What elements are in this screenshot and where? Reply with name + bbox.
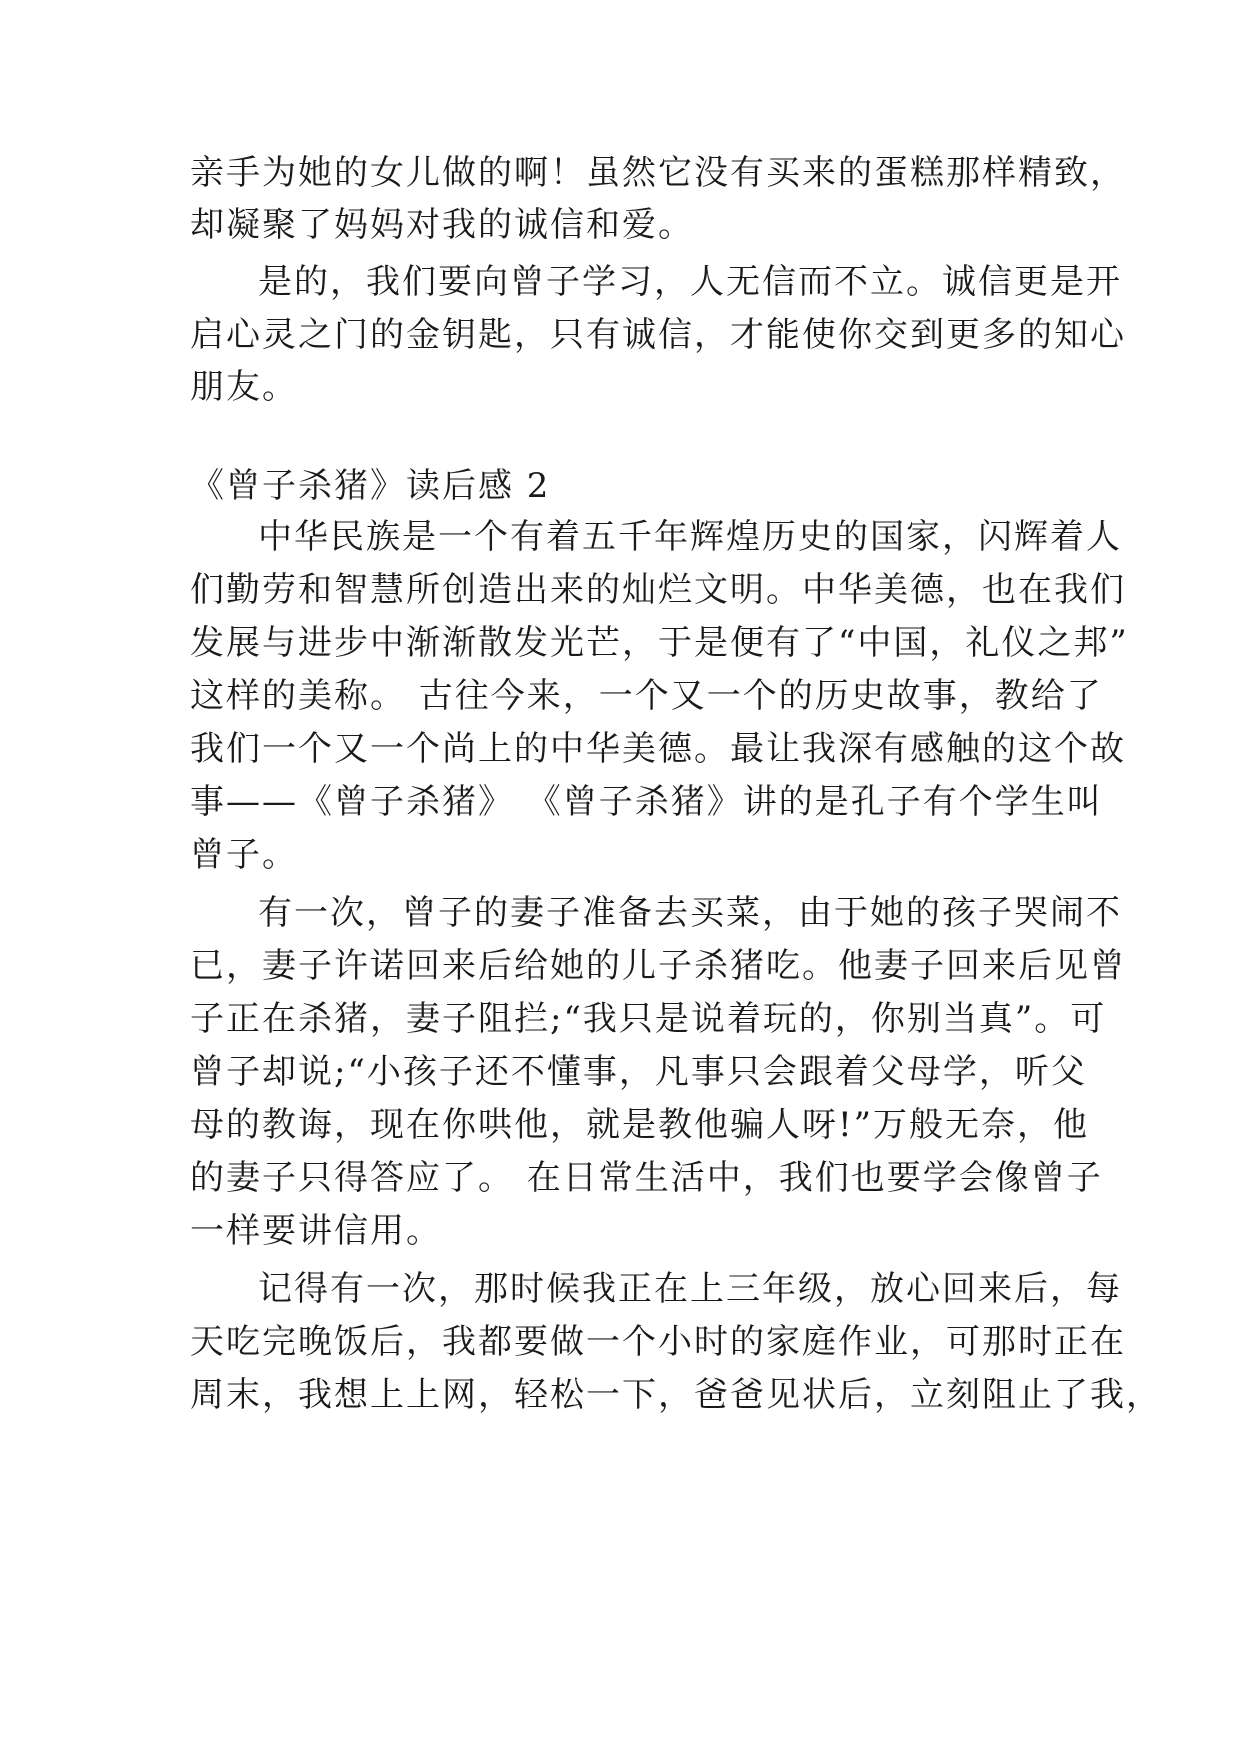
paragraph-4-line-5: 母的教诲，现在你哄他，就是教他骗人呀!”万般无奈，他 [190, 1105, 1090, 1145]
paragraph-5-line-2: 天吃完晚饭后，我都要做一个小时的家庭作业，可那时正在 [190, 1322, 1126, 1362]
paragraph-4-line-7: 一样要讲信用。 [190, 1211, 442, 1251]
paragraph-1-line-1: 亲手为她的女儿做的啊！虽然它没有买来的蛋糕那样精致， [190, 153, 1126, 193]
paragraph-5-line-1: 记得有一次，那时候我正在上三年级，放心回来后，每 [258, 1269, 1122, 1309]
section-title: 《曾子杀猪》读后感 2 [190, 466, 551, 506]
paragraph-3-line-6: 事——《曾子杀猪》 《曾子杀猪》讲的是孔子有个学生叫 [190, 782, 1103, 822]
paragraph-3-line-3: 发展与进步中渐渐散发光芒，于是便有了“中国，礼仪之邦” [190, 623, 1129, 663]
paragraph-2-line-1: 是的，我们要向曾子学习，人无信而不立。诚信更是开 [258, 262, 1122, 302]
paragraph-3-line-5: 我们一个又一个尚上的中华美德。最让我深有感触的这个故 [190, 729, 1126, 769]
paragraph-3-line-1: 中华民族是一个有着五千年辉煌历史的国家，闪辉着人 [258, 517, 1122, 557]
paragraph-4-line-3: 子正在杀猪，妻子阻拦;“我只是说着玩的，你别当真”。可 [190, 999, 1107, 1039]
paragraph-3-line-7: 曾子。 [190, 835, 298, 875]
paragraph-4-line-6: 的妻子只得答应了。 在日常生活中，我们也要学会像曾子 [190, 1158, 1103, 1198]
paragraph-1-line-2: 却凝聚了妈妈对我的诚信和爱。 [190, 205, 694, 245]
paragraph-4-line-2: 已，妻子许诺回来后给她的儿子杀猪吃。他妻子回来后见曾 [190, 946, 1126, 986]
paragraph-5-line-3: 周末，我想上上网，轻松一下，爸爸见状后，立刻阻止了我， [190, 1375, 1162, 1415]
paragraph-4-line-1: 有一次，曾子的妻子准备去买菜，由于她的孩子哭闹不 [258, 893, 1122, 933]
paragraph-4-line-4: 曾子却说;“小孩子还不懂事，凡事只会跟着父母学，听父 [190, 1052, 1087, 1092]
paragraph-3-line-4: 这样的美称。 古往今来，一个又一个的历史故事，教给了 [190, 676, 1103, 716]
paragraph-3-line-2: 们勤劳和智慧所创造出来的灿烂文明。中华美德，也在我们 [190, 570, 1126, 610]
paragraph-2-line-3: 朋友。 [190, 367, 298, 407]
paragraph-2-line-2: 启心灵之门的金钥匙，只有诚信，才能使你交到更多的知心 [190, 315, 1126, 355]
